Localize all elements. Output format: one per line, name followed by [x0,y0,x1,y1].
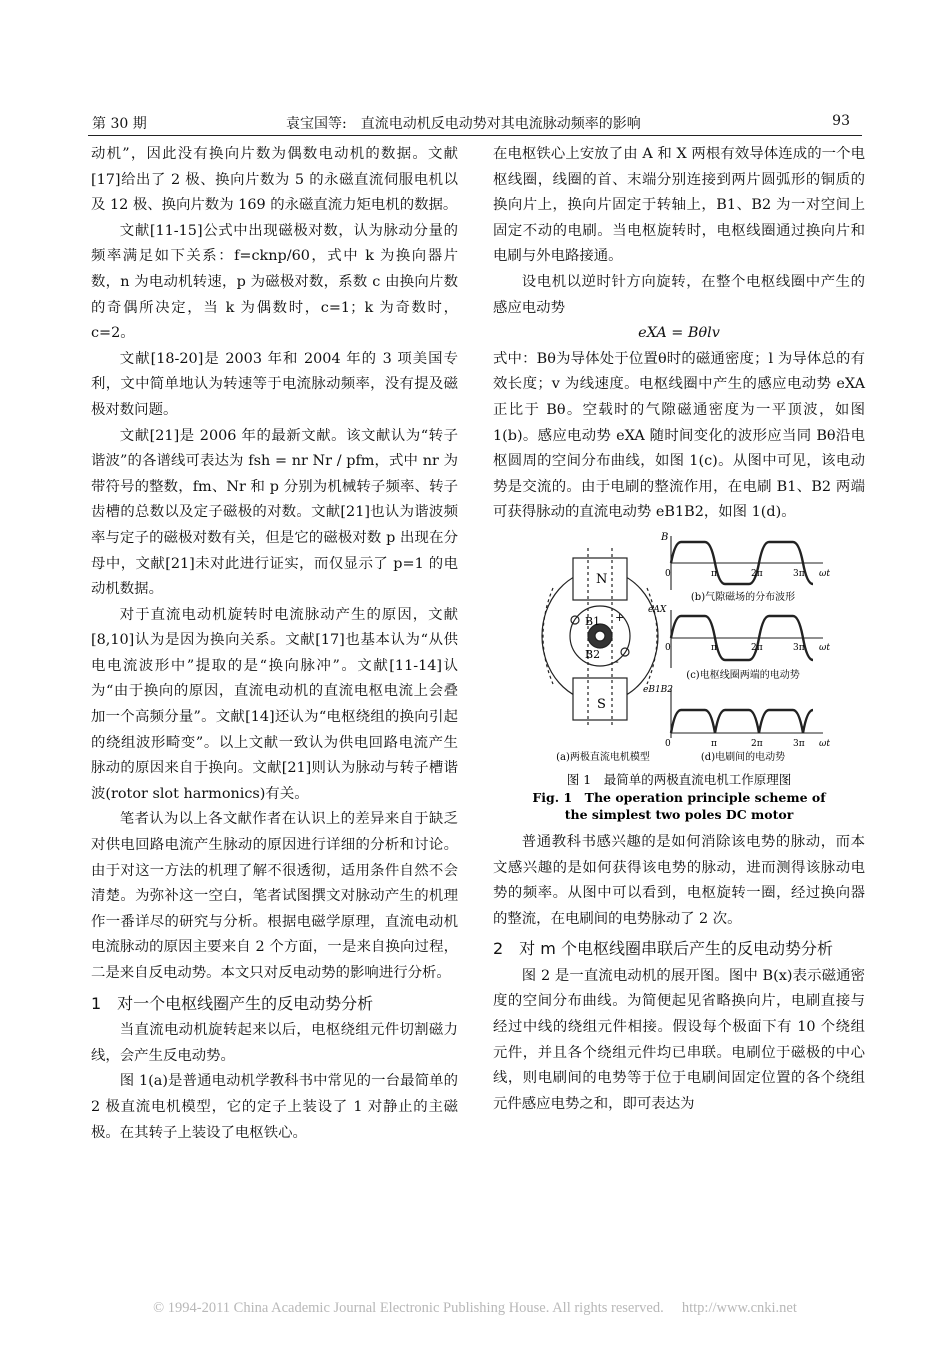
section-heading-1: 1 对一个电枢线圈产生的反电动势分析 [91,993,374,1013]
tick-pi: π [711,568,717,579]
paragraph: 当直流电动机旋转起来以后，电枢绕组元件切割磁力线，会产生反电动势。 [91,1022,458,1064]
tick-0: 0 [665,738,671,749]
plus-label: + [615,610,625,624]
figure-caption-cn: 图 1 最简单的两极直流电机工作原理图 [566,771,792,787]
tick-3pi: 3π [793,568,805,579]
copyright-footer: © 1994-2011 China Academic Journal Electronic Publishing House. All rights reserved. http://www.cnki.net [153,1300,797,1316]
sub-caption-a: (a)两极直流电机模型 [556,751,650,763]
figure-1 [493,528,865,828]
paragraph: 设电机以逆时针方向旋转，在整个电枢线圈中产生的感应电动势 [493,273,865,316]
plot-b [671,536,823,590]
pole-s-label: S [597,696,606,712]
left-column [91,142,458,1146]
section-heading-2: 2 对 m 个电枢线圈串联后产生的反电动势分析 [493,939,833,959]
tick-2pi: 2π [751,738,763,749]
paragraph: 动机”，因此没有换向片数为偶数电动机的数据。文献[17]给出了 2 极、换向片数为 5 的永磁直流伺服电机以及 12 极、换向片数为 169 的永磁直流力矩电机的数据。 [91,146,458,214]
tick-0: 0 [665,568,671,579]
paragraph: 图 2 是一直流电动机的展开图。图中 B(x)表示磁通密度的空间分布曲线。为简便起见省略换向片，电刷直接与经过中线的绕组元件相接。假设每个极面下有 10 个绕组元件，并且各个绕组元件均已串联。电刷位于磁极的中心线，则电刷间的电势等于位于电刷间固定位置的各个绕组元件感应电势之和，即可表达为 [493,967,865,1112]
figure-caption-en-2: the simplest two poles DC motor [564,806,794,822]
issue-number: 第 30 期 [92,116,147,132]
tick-0: 0 [665,642,671,653]
tick-wt: ωt [819,642,830,653]
paragraph: 图 1(a)是普通电动机学教科书中常见的一台最简单的 2 极直流电机模型，它的定子上装设了 1 对静止的主磁极。在其转子上装设了电枢铁心。 [91,1073,458,1141]
figure-caption-en-1: Fig. 1 The operation principle scheme of [532,789,826,805]
header-authors: 袁宝国等: 直流电动机反电动势对其电流脉动频率的影响 [286,116,641,132]
tick-3pi: 3π [793,738,805,749]
axis-c-label: eAX [648,604,667,615]
tick-wt: ωt [819,738,830,749]
equation: eXA = Bθlv [638,325,720,342]
tick-wt: ωt [819,568,830,579]
paragraph: 文献[18-20]是 2003 年和 2004 年的 3 项美国专利，文中简单地认为转速等于电流脉动频率，没有提及磁极对数问题。 [91,350,458,418]
pole-n-label: N [596,571,608,587]
running-header [88,113,862,135]
tick-pi: π [711,642,717,653]
plot-d [671,688,823,738]
tick-pi: π [711,738,717,749]
tick-2pi: 2π [751,642,763,653]
tick-3pi: 3π [793,642,805,653]
minus-label: - [615,654,619,668]
paragraph: 普通教科书感兴趣的是如何消除该电势的脉动，而本文感兴趣的是如何获得该电势的脉动，进而测得该脉动电势的频率。从图中可以看到，电枢旋转一圈，经过换向器的整流，在电刷间的电势脉动了 2 次。 [493,833,865,927]
figure-1-drawing [493,528,865,828]
brush-b2-label: B2 [585,647,601,661]
plot-c [671,610,823,668]
tick-2pi: 2π [751,568,763,579]
paragraph: 在电枢铁心上安放了由 A 和 X 两根有效导体连成的一个电枢线圈，线圈的首、末端分别连接到两片圆弧形的铜质的换向片上，换向片固定于转轴上，B1、B2 为一对空间上固定不动的电刷。当电枢旋转时，电枢线圈通过换向片和电刷与外电路接通。 [493,146,865,265]
paragraph: 文献[11-15]公式中出现磁极对数，认为脉动分量的频率满足如下关系：f=cknp/60，式中 k 为换向器片数，n 为电动机转速，p 为磁极对数，系数 c 由换向片数的奇偶所决定，当 k 为偶数时，c=1；k 为奇数时，c=2。 [91,222,458,342]
brush-b1-label: B1 [585,614,601,628]
paragraph: 笔者认为以上各文献作者在认识上的差异来自于缺乏对供电回路电流产生脉动的原因进行详细的分析和讨论。由于对这一方法的机理了解不很透彻，适用条件自然不会清楚。为弥补这一空白，笔者试图撰文对脉动产生的机理作一番详尽的研究与分析。根据电磁学原理，直流电动机电流脉动的原因主要来自 2 个方面，一是来自换向过程，二是来自反电动势。本文只对反电动势的影响进行分析。 [91,811,458,981]
paragraph: 式中：Bθ为导体处于位置θ时的磁通密度；l 为导体总的有效长度；v 为线速度。电枢线圈中产生的感应电动势 eXA 正比于 Bθ。空载时的气隙磁通密度为一平顶波，如图 1(b)。感应电动势 eXA 随时间变化的波形应当同 Bθ沿电枢圆周的空间分布曲线，如图 1(c)。从图中可见，该电动势是交流的。由于电刷的整流作用，在电刷 B1、B2 两端可获得脉动的直流电动势 eB1B2，如图 1(d)。 [493,350,865,521]
sub-caption-d: (d)电刷间的电动势 [700,751,786,763]
paragraph: 文献[21]是 2006 年的最新文献。该文献认为“转子谐波”的各谱线可表达为 fsh = nr Nr / pfm，式中 nr 为带符号的整数，fm、Nr 和 p 分别为机械转子频率、转子齿槽的总数以及定子磁极的对数。文献[21]也认为谐波频率与定子的磁极对数有关，但是它的磁极对数 p 出现在分母中，文献[21]未对此进行证实，而仅显示了 p=1 的电动机数据。 [91,427,458,598]
right-column [493,142,865,1117]
sub-caption-b: (b)气隙磁场的分布波形 [690,591,796,603]
header-rule [88,135,862,136]
axis-b-label: B [661,531,669,543]
sub-caption-c: (c)电枢线圈两端的电动势 [686,669,800,681]
axis-d-label: eB1B2 [643,684,674,695]
paragraph: 对于直流电动机旋转时电流脉动产生的原因，文献[8,10]认为是因为换向关系。文献[17]也基本认为“从供电电流波形中”提取的是“换向脉冲”。文献[11-14]认为“由于换向的原因，直流电动机的直流电枢电流上会叠加一个高频分量”。文献[14]还认为“电枢绕组的换向引起的绕组波形畸变”。以上文献一致认为供电回路电流产生脉动的原因来自于换向。文献[21]则认为脉动与转子槽谐波(rotor slot harmonics)有关。 [91,606,458,802]
page-number: 93 [832,113,850,129]
